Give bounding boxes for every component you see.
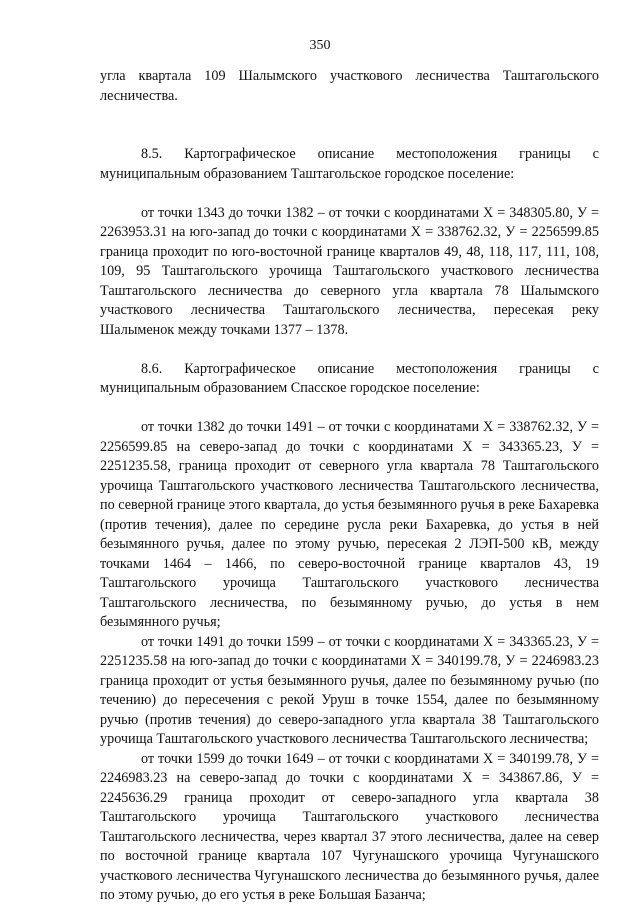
section-heading (100, 145, 599, 165)
heading-word: границы (519, 146, 571, 162)
page-number: 350 (309, 38, 331, 53)
spacer (100, 184, 599, 204)
section-8-6 (100, 360, 599, 906)
boundary-paragraph: от точки 1491 до точки 1599 – от точки с координатами Х = 343365.23, У = 2251235.58 на юго-запад до точки с координатами Х = 340199.78, У = 2246983.23 граница проходит от устья безымянного ручья, далее по безымянному ручью (по течению) до пересечения с рекой Уруш в точке 1554, далее по безымянному ручью (против течения) до северо-западного угла квартала 38 Таштагольского урочища Таштагольского участкового лесничества Таштагольского лесничества; (100, 633, 599, 747)
section-heading-continuation: муниципальным образованием Спасское городское поселение: (100, 380, 480, 396)
heading-word: с (592, 360, 599, 377)
boundary-paragraph: от точки 1599 до точки 1649 – от точки с координатами Х = 340199.78, У = 2246983.23 на северо-запад до точки с координатами Х = 343867.86, У = 2245636.29 граница проходит от северо-западного угла квартала 38 Таштагольского урочища Таштагольского участкового лесничества Таштагольского лесничества, через квартал 37 этого лесничества, далее на север по восточной границе квартала 107 Чугунашского урочища Чугунашского участкового лесничества Чугунашского лесничества до безымянного ручья, далее по этому ручью, до его устья в реке Большая Базанча; (100, 750, 599, 903)
spacer (100, 340, 599, 360)
document-body (100, 67, 599, 906)
boundary-paragraph: от точки 1343 до точки 1382 – от точки с координатами Х = 348305.80, У = 2263953.31 на юго-запад до точки с координатами Х = 338762.32, У = 2256599.85 граница проходит по юго-восточной границе кварталов 49, 48, 118, 117, 111, 108, 109, 95 Таштагольского урочища Таштагольского участкового лесничества Таштагольского лесничества до северного угла квартала 78 Шалымского участкового лесничества Таштагольского лесничества, пересекая реку Шалыменок между точками 1377 – 1378. (100, 204, 599, 338)
spacer (100, 126, 599, 146)
section-number: 8.5. (141, 146, 163, 162)
boundary-paragraph: от точки 1382 до точки 1491 – от точки с координатами Х = 338762.32, У = 2256599.85 на северо-запад до точки с координатами Х = 343365.23, У = 2251235.58, граница проходит от северного угла квартала 78 Таштагольского урочища Таштагольского участкового лесничества Таштагольского лесничества, по северной границе этого квартала, до устья безымянного ручья в реке Бахаревка (против течения), далее по середине русла реки Бахаревка, до устья в ней безымянного ручья, далее по этому ручью, пересекая 2 ЛЭП-500 кВ, между точками 1464 – 1466, по северо-восточной границе кварталов 43, 19 Таштагольского урочища Таштагольского участкового лесничества Таштагольского лесничества, по безымянному ручью, до устья в нем безымянного ручья; (100, 419, 599, 630)
section-heading-continuation: муниципальным образованием Таштагольское городское поселение: (100, 165, 515, 182)
section-8-5 (100, 145, 599, 340)
spacer (100, 106, 599, 126)
spacer (100, 399, 599, 419)
heading-word: с (592, 146, 599, 162)
section-heading (100, 360, 599, 380)
heading-word: Картографическое (184, 360, 296, 377)
heading-word: местоположения (396, 146, 498, 162)
heading-word: местоположения (396, 360, 498, 377)
heading-word: Картографическое (184, 146, 296, 162)
heading-word: описание (317, 146, 375, 162)
heading-word: границы (519, 360, 571, 377)
intro-paragraph: угла квартала 109 Шалымского участкового лесничества Таштагольского лесничества. (100, 68, 599, 104)
section-number: 8.6. (141, 360, 163, 377)
heading-word: описание (317, 360, 375, 377)
